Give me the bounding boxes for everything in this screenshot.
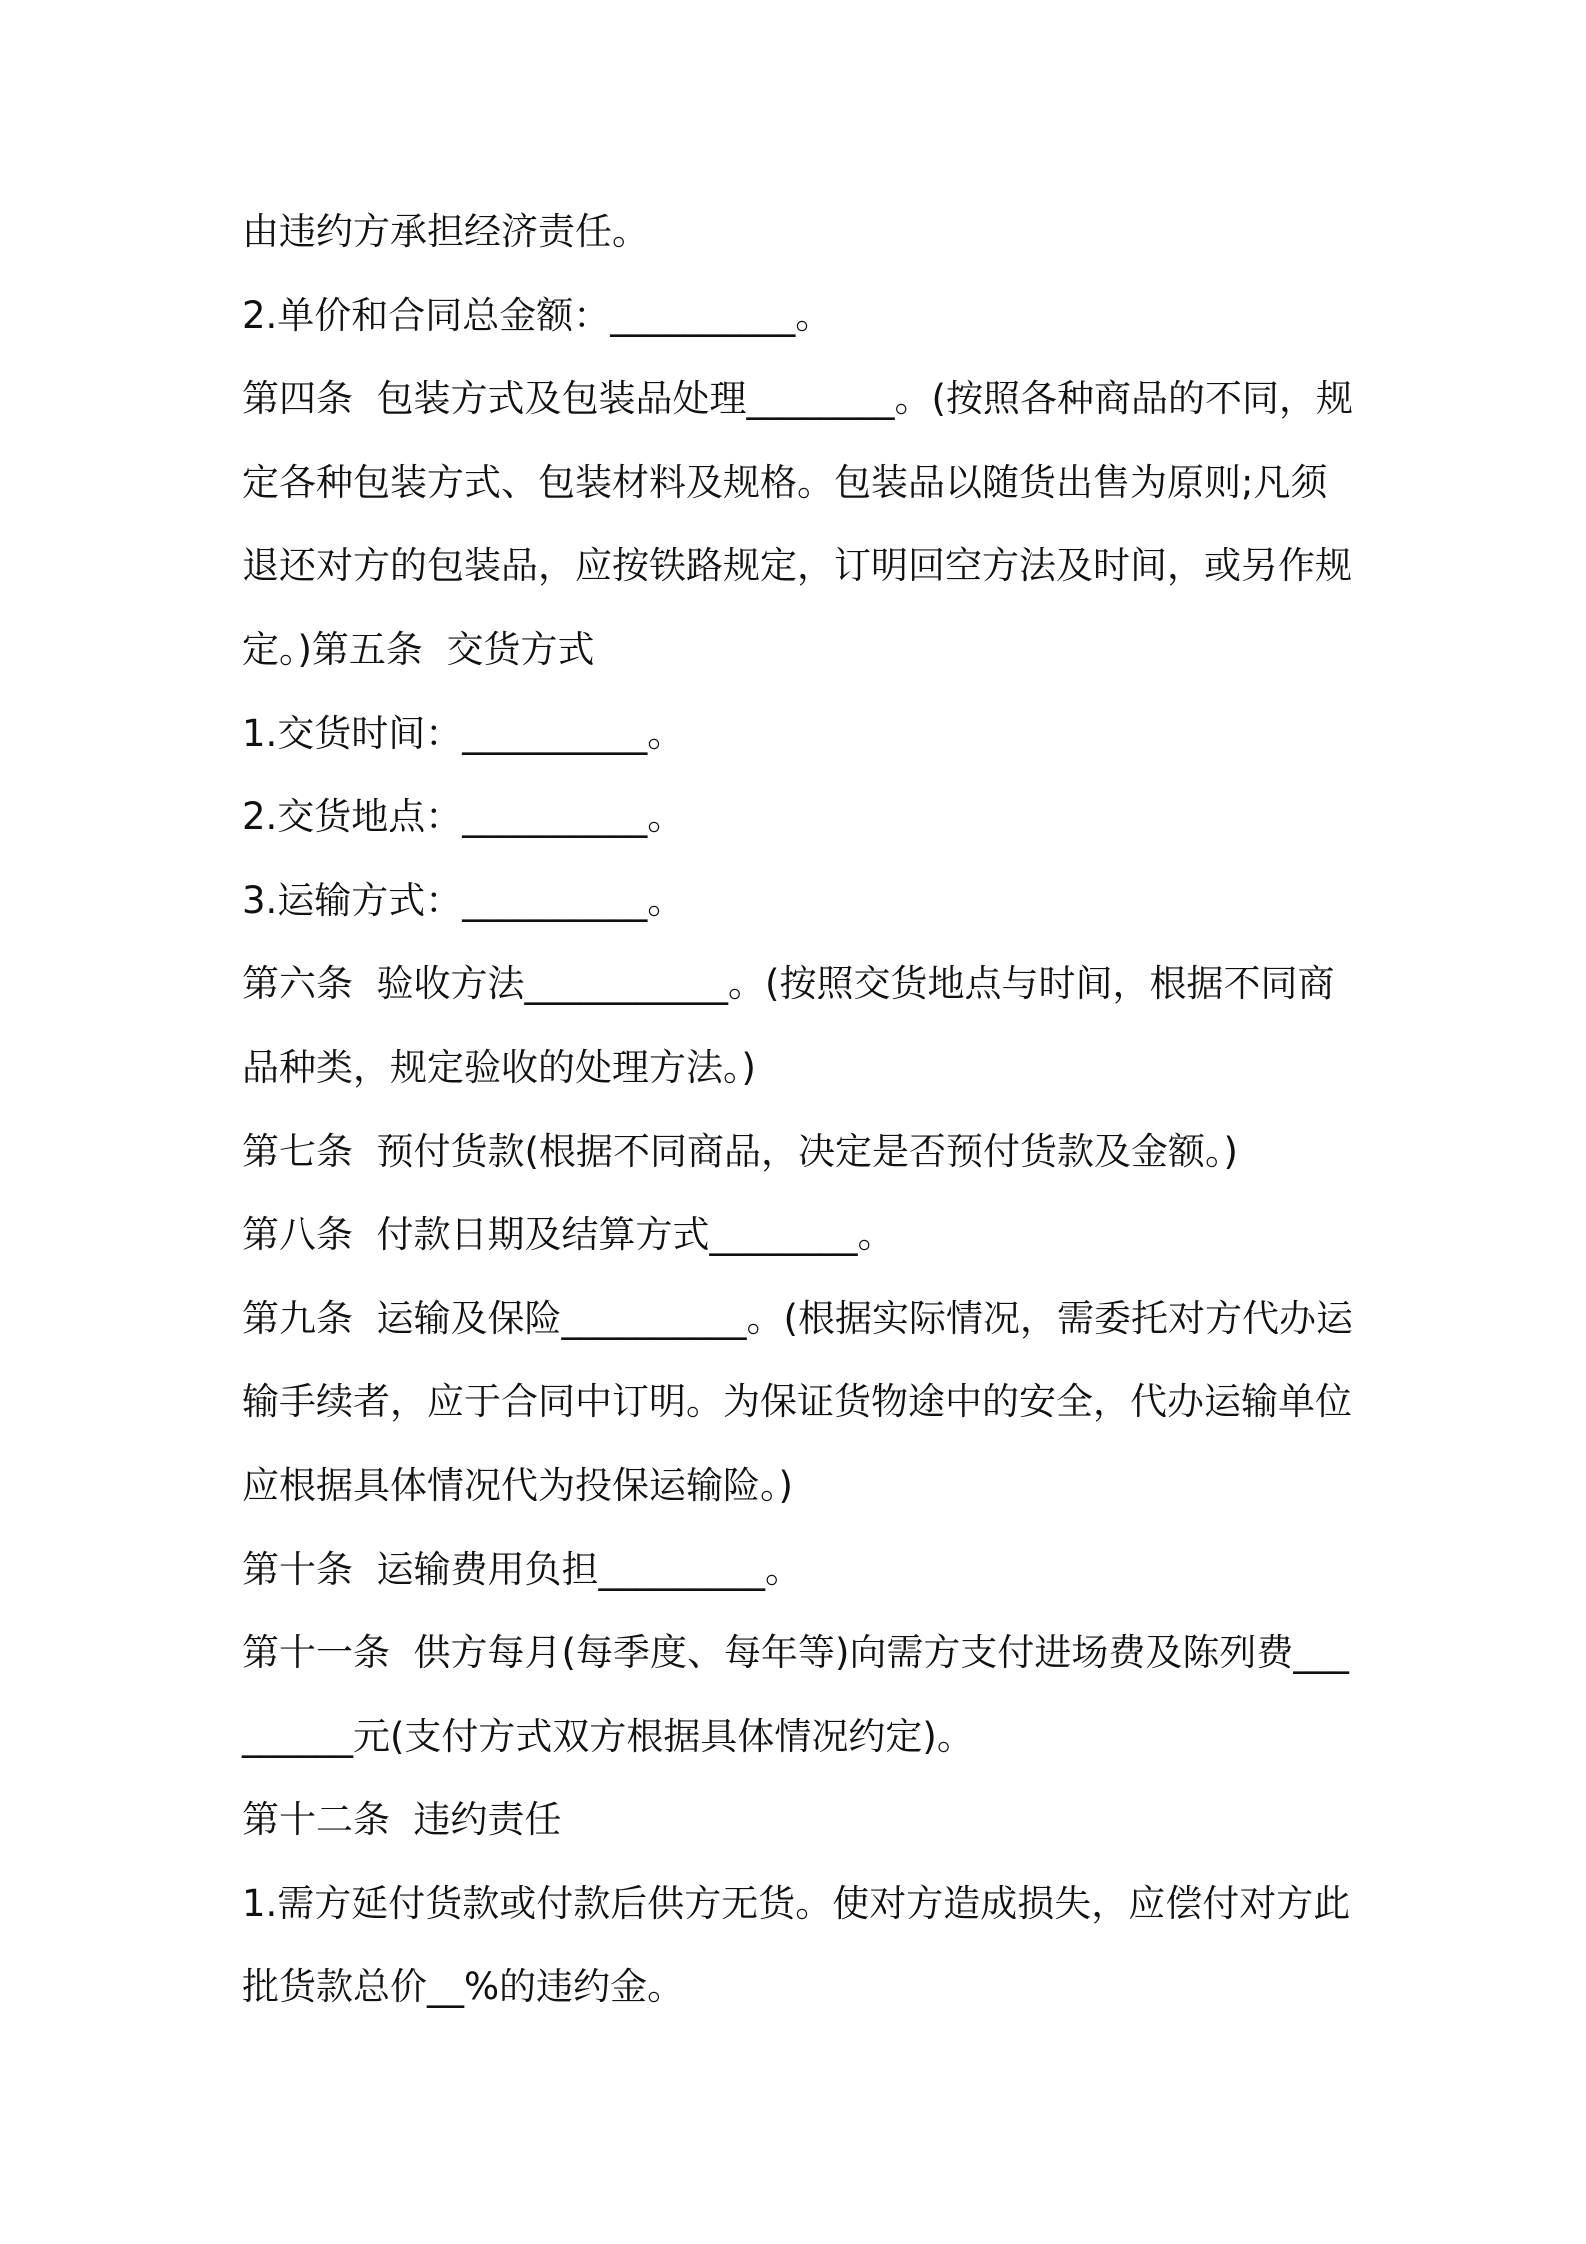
paragraph-breach-1: 1.需方延付货款或付款后供方无货。使对方造成损失，应偿付对方此批货款总价__%的违约金。 <box>242 1881 1351 2009</box>
paragraph-article-6: 第六条 验收方法___________。(按照交货地点与时间，根据不同商品种类，规定验收的处理方法。) <box>242 962 1335 1089</box>
paragraph-delivery-place: 2.交货地点：__________。 <box>242 795 685 839</box>
paragraph-article-10: 第十条 运输费用负担_________。 <box>242 1547 803 1591</box>
paragraph-price-total: 2.单价和合同总金额：__________。 <box>242 293 833 337</box>
paragraph-transport-method: 3.运输方式：__________。 <box>242 878 685 922</box>
paragraph-article-7: 第七条 预付货款(根据不同商品，决定是否预付货款及金额。) <box>242 1129 1238 1173</box>
paragraph-article-4: 第四条 包装方式及包装品处理________。(按照各种商品的不同，规定各种包装方式、包装材料及规格。包装品以随货出售为原则;凡须退还对方的包装品，应按铁路规定，订明回空方法及时间，或另作规定。)第五条 交货方式 <box>242 377 1353 671</box>
paragraph-delivery-time: 1.交货时间：__________。 <box>242 711 685 755</box>
paragraph-article-8: 第八条 付款日期及结算方式________。 <box>242 1213 895 1257</box>
paragraph-continuation: 由违约方承担经济责任。 <box>242 210 649 253</box>
paragraph-article-9: 第九条 运输及保险__________。(根据实际情况，需委托对方代办运输手续者，应于合同中订明。为保证货物途中的安全，代办运输单位应根据具体情况代为投保运输险。) <box>242 1296 1353 1507</box>
paragraph-article-11: 第十一条 供方每月(每季度、每年等)向需方支付进场费及陈列费_________元(支付方式双方根据具体情况约定)。 <box>242 1631 1349 1758</box>
paragraph-article-12: 第十二条 违约责任 <box>242 1798 562 1842</box>
document-body <box>242 190 1362 2029</box>
